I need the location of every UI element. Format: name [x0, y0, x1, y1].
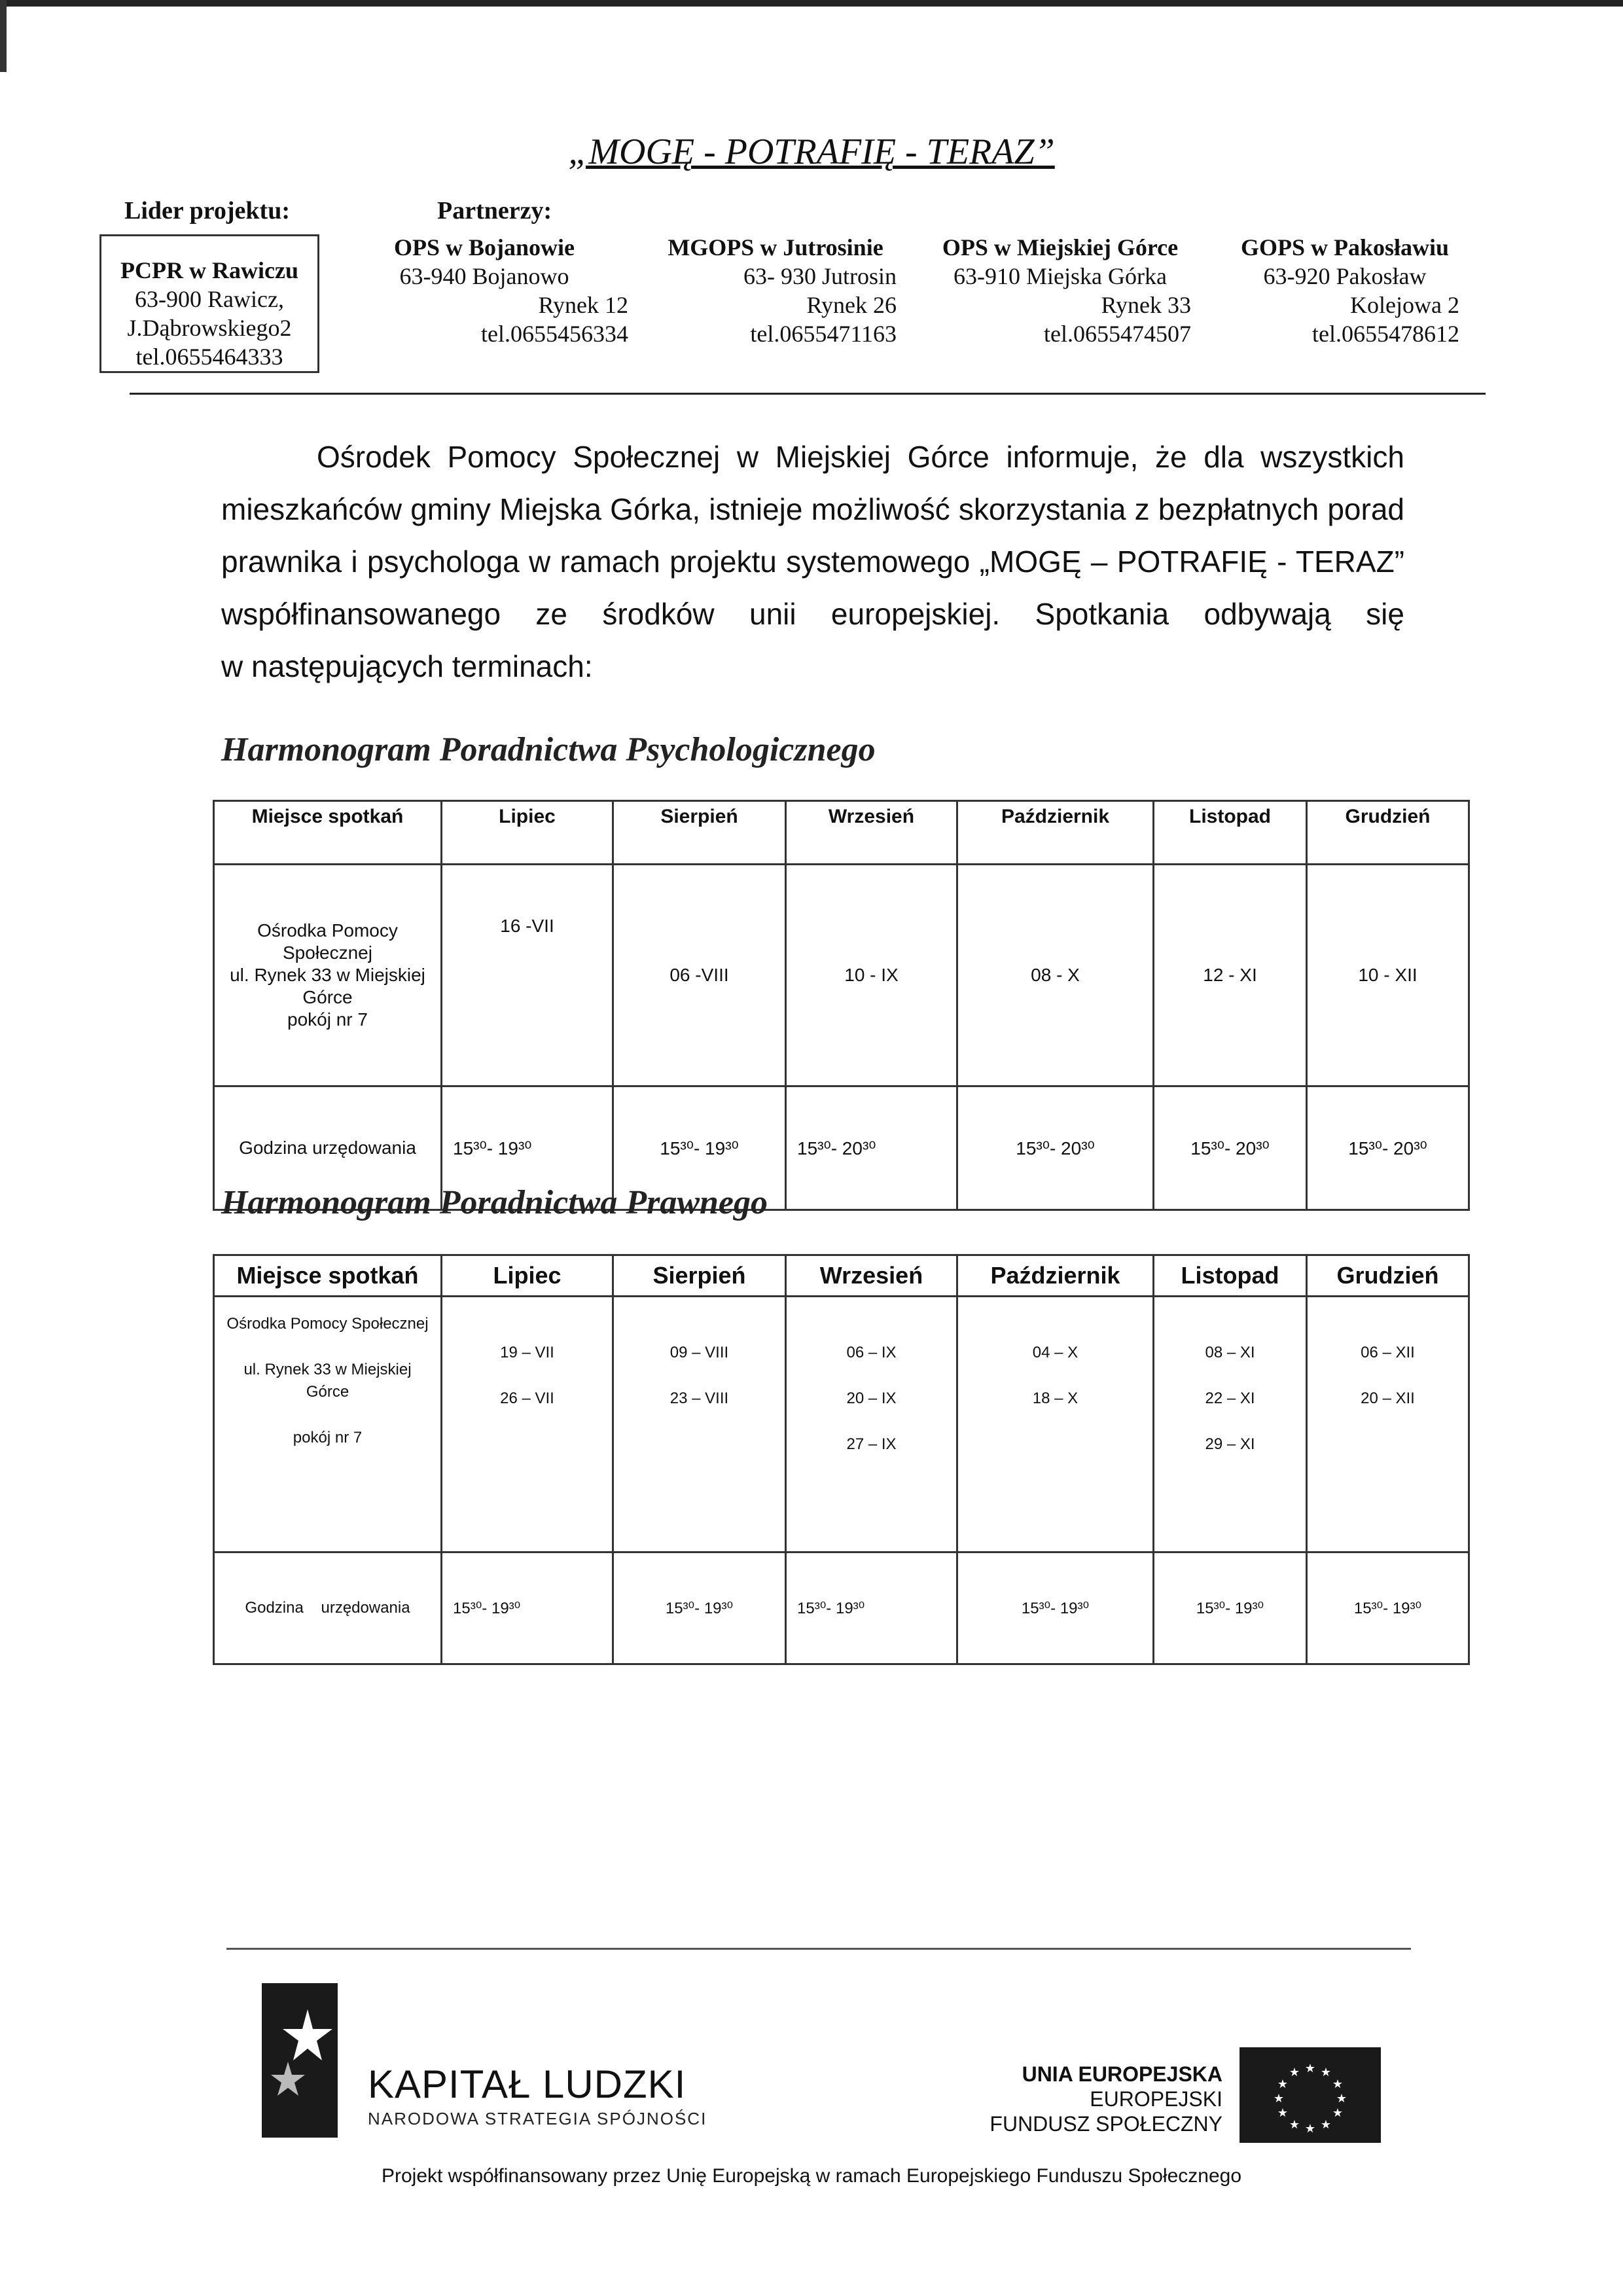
date-entry: 08 – XI: [1205, 1344, 1255, 1361]
col-header-month: Grudzień: [1307, 1255, 1469, 1297]
date-entry: 04 – X: [1032, 1344, 1079, 1361]
place-line: ul. Rynek 33 w Miejskiej Górce: [243, 1361, 412, 1401]
table-row: [214, 865, 1469, 1086]
partner-name: GOPS w Pakosławiu: [1240, 234, 1450, 260]
partner-city: 63-940 Bojanowo: [399, 263, 569, 289]
leader-box: [99, 234, 319, 373]
date-cell: 12 - XI: [1154, 865, 1307, 1086]
hours-cell: 15³⁰- 20³⁰: [957, 1086, 1154, 1210]
place-line: Społecznej: [283, 942, 372, 963]
table-row: [214, 1552, 1469, 1664]
header-divider: [130, 393, 1486, 395]
date-entry: 06 – IX: [846, 1344, 897, 1361]
partner-city: 63-920 Pakosław: [1263, 263, 1427, 289]
partner-block: [929, 233, 1191, 348]
svg-text:★: ★: [1304, 2122, 1316, 2136]
hours-cell: 15³⁰- 20³⁰: [1154, 1086, 1307, 1210]
col-header-month: Listopad: [1154, 801, 1307, 865]
leader-line: J.Dąbrowskiego2: [127, 315, 292, 341]
place-line: pokój nr 7: [293, 1429, 363, 1446]
date-cell: [786, 1297, 957, 1552]
svg-text:★: ★: [1277, 2106, 1289, 2120]
date-entry: 27 – IX: [846, 1435, 897, 1453]
place-line: ul. Rynek 33 w Miejskiej: [230, 965, 425, 985]
date-cell: 06 -VIII: [613, 865, 786, 1086]
svg-text:★: ★: [1273, 2092, 1285, 2106]
hours-cell: 15³⁰- 19³⁰: [613, 1086, 786, 1210]
svg-text:★: ★: [1320, 2118, 1332, 2132]
footer-divider: [226, 1948, 1411, 1950]
date-cell: [957, 1297, 1154, 1552]
col-header-month: Sierpień: [613, 801, 786, 865]
date-entry: 26 – VII: [500, 1390, 554, 1407]
law-schedule-table: [213, 1254, 1470, 1665]
footer-note: Projekt współfinansowany przez Unię Europejską w ramach Europejskiego Funduszu Społecznego: [381, 2165, 1242, 2187]
kapital-ludzki-title: KAPITAŁ LUDZKI: [368, 2062, 687, 2106]
col-header-month: Lipiec: [442, 1255, 613, 1297]
date-entry: 09 – VIII: [669, 1344, 729, 1361]
partner-name: OPS w Miejskiej Górce: [942, 234, 1179, 260]
hours-cell: 15³⁰- 19³⁰: [1307, 1552, 1469, 1664]
leader-line: tel.0655464333: [135, 344, 283, 370]
svg-text:★: ★: [1320, 2066, 1332, 2079]
date-entry: 19 – VII: [500, 1344, 554, 1361]
table-row: [214, 1297, 1469, 1552]
intro-line: prawnika i psychologa w ramach projektu systemowego „MOGĘ – POTRAFIĘ - TERAZ”: [221, 545, 1404, 579]
place-cell: [214, 865, 442, 1086]
table-header-row: [214, 1255, 1469, 1297]
date-entry: 20 – XII: [1361, 1390, 1415, 1407]
partner-street: Rynek 26: [806, 292, 897, 318]
scan-edge-top: [0, 0, 1623, 7]
leader-line: 63-900 Rawicz,: [135, 286, 284, 312]
partners-caption: Partnerzy:: [437, 197, 552, 224]
col-header-place: Miejsce spotkań: [214, 1255, 442, 1297]
date-entry: 18 – X: [1032, 1390, 1079, 1407]
intro-paragraph: [221, 431, 1404, 692]
scan-edge-left: [0, 0, 7, 72]
svg-text:★: ★: [1304, 2062, 1316, 2075]
kapital-ludzki-logo: [262, 1983, 338, 2138]
date-cell: 10 - IX: [786, 865, 957, 1086]
eu-flag-logo: [1240, 2047, 1381, 2143]
date-cell: [1154, 1297, 1307, 1552]
date-cell: [1307, 1297, 1469, 1552]
psych-schedule-title: Harmonogram Poradnictwa Psychologicznego: [221, 731, 876, 768]
col-header-month: Sierpień: [613, 1255, 786, 1297]
hours-label: Godzina urzędowania: [214, 1086, 442, 1210]
place-line: Ośrodka Pomocy Społecznej: [226, 1315, 429, 1333]
hours-cell: 15³⁰- 19³⁰: [786, 1552, 957, 1664]
place-line: pokój nr 7: [287, 1009, 368, 1030]
partner-name: MGOPS w Jutrosinie: [668, 234, 883, 260]
date-entry: 23 – VIII: [669, 1390, 729, 1407]
partner-name: OPS w Bojanowie: [393, 234, 575, 260]
partner-block: [340, 233, 628, 348]
partner-street: Rynek 12: [538, 292, 628, 318]
eu-line: UNIA EUROPEJSKA: [1022, 2062, 1222, 2086]
eu-fund-text: [974, 2062, 1222, 2136]
leader-name: PCPR w Rawiczu: [120, 257, 298, 283]
partner-block: [654, 233, 897, 348]
star-icon: [262, 1983, 338, 2138]
intro-line: współfinansowanego ze środków unii europejskiej. Spotkania odbywają się: [221, 597, 1404, 631]
date-entry: 20 – IX: [846, 1390, 897, 1407]
partner-city: 63-910 Miejska Górka: [954, 263, 1167, 289]
date-entry: 22 – XI: [1205, 1390, 1255, 1407]
svg-text:★: ★: [1277, 2077, 1289, 2091]
intro-line: w następujących terminach:: [221, 649, 593, 683]
date-cell: [613, 1297, 786, 1552]
eu-line: EUROPEJSKI: [1090, 2087, 1222, 2111]
col-header-month: Październik: [957, 801, 1154, 865]
svg-text:★: ★: [1332, 2106, 1344, 2120]
place-line: Górce: [302, 987, 353, 1007]
svg-text:★: ★: [1289, 2118, 1300, 2132]
table-header-row: [214, 801, 1469, 865]
col-header-month: Grudzień: [1307, 801, 1469, 865]
hours-cell: 15³⁰- 19³⁰: [613, 1552, 786, 1664]
hours-label: Godzina urzędowania: [214, 1552, 442, 1664]
svg-text:★: ★: [1336, 2092, 1347, 2106]
col-header-month: Wrzesień: [786, 1255, 957, 1297]
svg-text:★: ★: [1289, 2066, 1300, 2079]
col-header-month: Listopad: [1154, 1255, 1307, 1297]
place-line: Ośrodka Pomocy: [257, 920, 398, 941]
date-cell: 08 - X: [957, 865, 1154, 1086]
eu-stars-icon: [1240, 2047, 1381, 2143]
col-header-month: Lipiec: [442, 801, 613, 865]
svg-text:★: ★: [1332, 2077, 1344, 2091]
date-cell: 10 - XII: [1307, 865, 1469, 1086]
date-entry: 29 – XI: [1205, 1435, 1255, 1453]
date-cell: 16 -VII: [442, 865, 613, 1086]
partner-block: [1230, 233, 1459, 348]
col-header-place: Miejsce spotkań: [214, 801, 442, 865]
partner-tel: tel.0655474507: [1044, 321, 1191, 347]
partner-tel: tel.0655456334: [481, 321, 628, 347]
partner-street: Kolejowa 2: [1350, 292, 1459, 318]
hours-cell: 15³⁰- 20³⁰: [786, 1086, 957, 1210]
partner-city: 63- 930 Jutrosin: [743, 263, 897, 289]
hours-cell: 15³⁰- 19³⁰: [442, 1086, 613, 1210]
hours-cell: 15³⁰- 19³⁰: [442, 1552, 613, 1664]
kapital-ludzki-subtitle: NARODOWA STRATEGIA SPÓJNOŚCI: [368, 2109, 707, 2128]
intro-line: mieszkańców gminy Miejska Górka, istnieje możliwość skorzystania z bezpłatnych porad: [221, 492, 1404, 526]
col-header-month: Październik: [957, 1255, 1154, 1297]
law-schedule-title: Harmonogram Poradnictwa Prawnego: [221, 1184, 768, 1221]
partner-tel: tel.0655471163: [750, 321, 897, 347]
psych-schedule-table: [213, 800, 1470, 1211]
eu-line: FUNDUSZ SPOŁECZNY: [990, 2112, 1222, 2136]
hours-cell: 15³⁰- 19³⁰: [1154, 1552, 1307, 1664]
partner-street: Rynek 33: [1101, 292, 1191, 318]
leader-caption: Lider projektu:: [124, 197, 290, 224]
date-entry: 06 – XII: [1361, 1344, 1415, 1361]
hours-cell: 15³⁰- 19³⁰: [957, 1552, 1154, 1664]
project-title: „MOGĘ - POTRAFIĘ - TERAZ”: [568, 132, 1055, 172]
place-cell: [214, 1297, 442, 1552]
date-cell: [442, 1297, 613, 1552]
col-header-month: Wrzesień: [786, 801, 957, 865]
hours-cell: 15³⁰- 20³⁰: [1307, 1086, 1469, 1210]
intro-line: Ośrodek Pomocy Społecznej w Miejskiej Górce informuje, że dla wszystkich: [317, 440, 1404, 474]
partner-tel: tel.0655478612: [1312, 321, 1459, 347]
